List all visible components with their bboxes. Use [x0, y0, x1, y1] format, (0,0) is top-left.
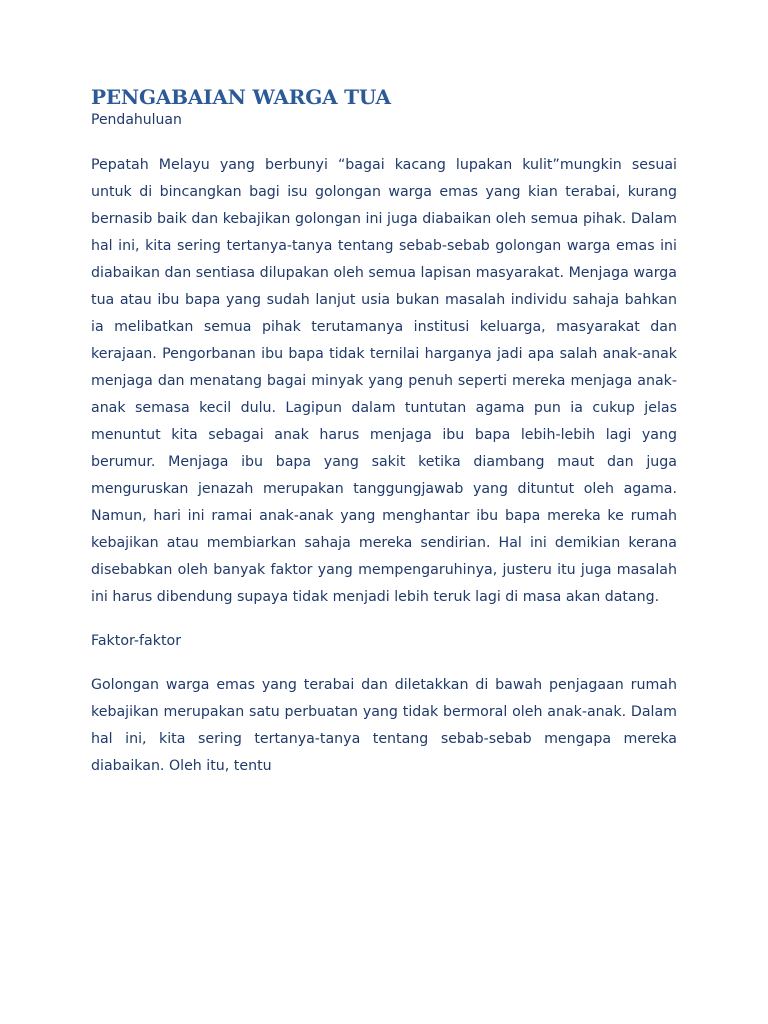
- paragraph-factors: Golongan warga emas yang terabai dan diletakkan di bawah penjagaan rumah kebajikan merupakan satu perbuatan yang tidak bermoral oleh anak-anak. Dalam hal ini, kita sering tertanya-tanya tentang sebab-sebab mengapa mereka diabaikan. Oleh itu, tentu: [91, 677, 677, 774]
- section-heading-factors: Faktor-faktor: [91, 633, 182, 649]
- document-subtitle: Pendahuluan: [91, 112, 182, 128]
- paragraph-introduction: Pepatah Melayu yang berbunyi “bagai kacang lupakan kulit”mungkin sesuai untuk di bincangkan bagi isu golongan warga emas yang kian terabai, kurang bernasib baik dan kebajikan golongan ini juga diabaikan oleh semua pihak. Dalam hal ini, kita sering tertanya-tanya tentang sebab-sebab golongan warga emas ini diabaikan dan sentiasa dilupakan oleh semua lapisan masyarakat. Menjaga warga tua atau ibu bapa yang sudah lanjut usia bukan masalah individu sahaja bahkan ia melibatkan semua pihak terutamanya institusi keluarga, masyarakat dan kerajaan. Pengorbanan ibu bapa tidak ternilai harganya jadi apa salah anak-anak menjaga dan menatang bagai minyak yang penuh seperti mereka menjaga anak-anak semasa kecil dulu. Lagipun dalam tuntutan agama pun ia cukup jelas menuntut kita sebagai anak harus menjaga ibu bapa lebih-lebih lagi yang berumur. Menjaga ibu bapa yang sakit ketika diambang maut dan juga menguruskan jenazah merupakan tanggungjawab yang dituntut oleh agama. Namun, hari ini ramai anak-anak yang menghantar ibu bapa mereka ke rumah kebajikan atau membiarkan sahaja mereka sendirian. Hal ini demikian kerana disebabkan oleh banyak faktor yang mempengaruhinya, justeru itu juga masalah ini harus dibendung supaya tidak menjadi lebih teruk lagi di masa akan datang.: [91, 157, 677, 605]
- document-title: PENGABAIAN WARGA TUA: [91, 85, 391, 109]
